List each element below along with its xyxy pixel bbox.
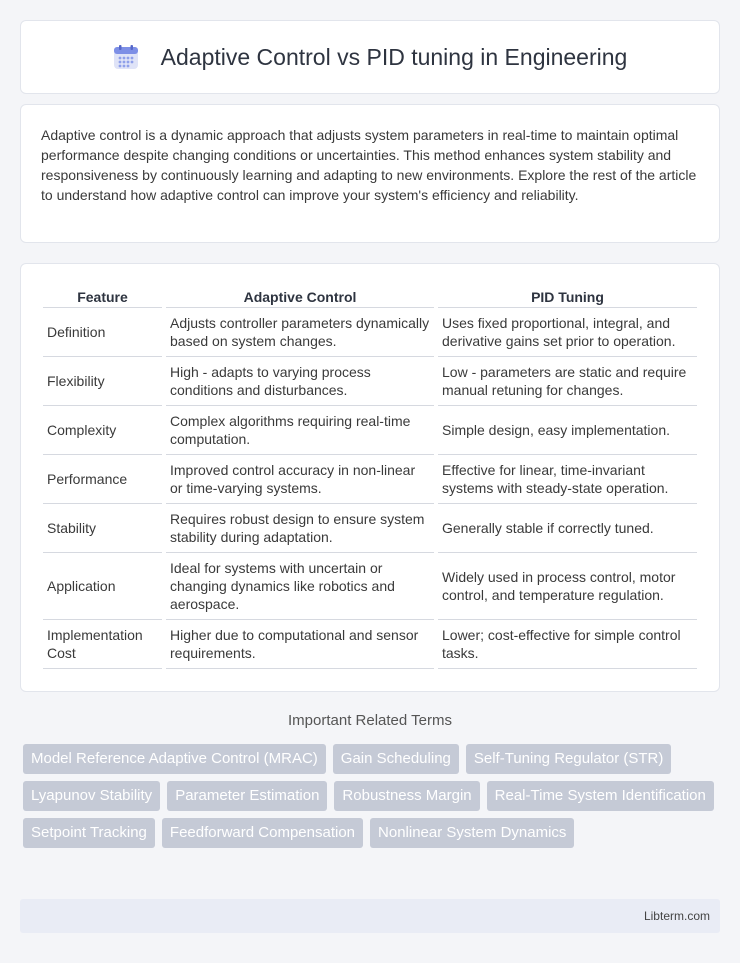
pid-cell: Generally stable if correctly tuned. (438, 504, 697, 553)
comparison-table-card (20, 263, 720, 692)
header-card (20, 20, 720, 94)
table-row (43, 504, 697, 553)
related-term-tag[interactable]: Gain Scheduling (333, 744, 459, 774)
footer-brand-link[interactable]: Libterm.com (643, 909, 710, 923)
related-term-tag[interactable]: Setpoint Tracking (23, 818, 155, 848)
feature-cell: Definition (43, 308, 162, 357)
adaptive-cell: Higher due to computational and sensor requirements. (166, 620, 434, 669)
page-title: Adaptive Control vs PID tuning in Engineering (160, 43, 628, 70)
pid-cell: Effective for linear, time-invariant systems with steady-state operation. (438, 455, 697, 504)
table-row (43, 455, 697, 504)
adaptive-cell: Ideal for systems with uncertain or changing dynamics like robotics and aerospace. (166, 553, 434, 620)
comparison-table (39, 284, 701, 669)
table-row (43, 553, 697, 620)
adaptive-cell: Requires robust design to ensure system stability during adaptation. (166, 504, 434, 553)
pid-cell: Simple design, easy implementation. (438, 406, 697, 455)
related-term-tag[interactable]: Lyapunov Stability (23, 781, 160, 811)
pid-cell: Low - parameters are static and require manual retuning for changes. (438, 357, 697, 406)
adaptive-cell: High - adapts to varying process conditions and disturbances. (166, 357, 434, 406)
table-row (43, 620, 697, 669)
header-adaptive-control: Adaptive Control (166, 284, 434, 308)
feature-cell: Application (43, 553, 162, 620)
footer (20, 899, 720, 933)
table-row (43, 357, 697, 406)
pid-cell: Uses fixed proportional, integral, and derivative gains set prior to operation. (438, 308, 697, 357)
calendar-icon (113, 44, 139, 70)
related-term-tag[interactable]: Self-Tuning Regulator (STR) (466, 744, 672, 774)
intro-card (20, 104, 720, 243)
adaptive-cell: Adjusts controller parameters dynamically based on system changes. (166, 308, 434, 357)
feature-cell: Complexity (43, 406, 162, 455)
header-pid-tuning: PID Tuning (438, 284, 697, 308)
adaptive-cell: Complex algorithms requiring real-time computation. (166, 406, 434, 455)
table-header-row (43, 284, 697, 308)
header-feature: Feature (43, 284, 162, 308)
related-term-tag[interactable]: Parameter Estimation (167, 781, 327, 811)
table-row (43, 406, 697, 455)
related-term-tag[interactable]: Model Reference Adaptive Control (MRAC) (23, 744, 326, 774)
related-term-tag[interactable]: Robustness Margin (334, 781, 479, 811)
related-term-tag[interactable]: Nonlinear System Dynamics (370, 818, 574, 848)
table-row (43, 308, 697, 357)
feature-cell: Flexibility (43, 357, 162, 406)
related-term-tag[interactable]: Real-Time System Identification (487, 781, 714, 811)
pid-cell: Widely used in process control, motor control, and temperature regulation. (438, 553, 697, 620)
feature-cell: Implementation Cost (43, 620, 162, 669)
feature-cell: Stability (43, 504, 162, 553)
feature-cell: Performance (43, 455, 162, 504)
related-terms-list (23, 744, 717, 848)
related-terms-title: Important Related Terms (288, 712, 452, 729)
adaptive-cell: Improved control accuracy in non-linear or time-varying systems. (166, 455, 434, 504)
related-term-tag[interactable]: Feedforward Compensation (162, 818, 363, 848)
pid-cell: Lower; cost-effective for simple control tasks. (438, 620, 697, 669)
intro-text: Adaptive control is a dynamic approach that adjusts system parameters in real-time to maintain optimal performance despite changing conditions or uncertainties. This method enhances system stability and responsiveness by continuously learning and adapting to new environments. Explore the rest of the article to understand how adaptive control can improve your system's efficiency and reliability. (41, 127, 697, 203)
